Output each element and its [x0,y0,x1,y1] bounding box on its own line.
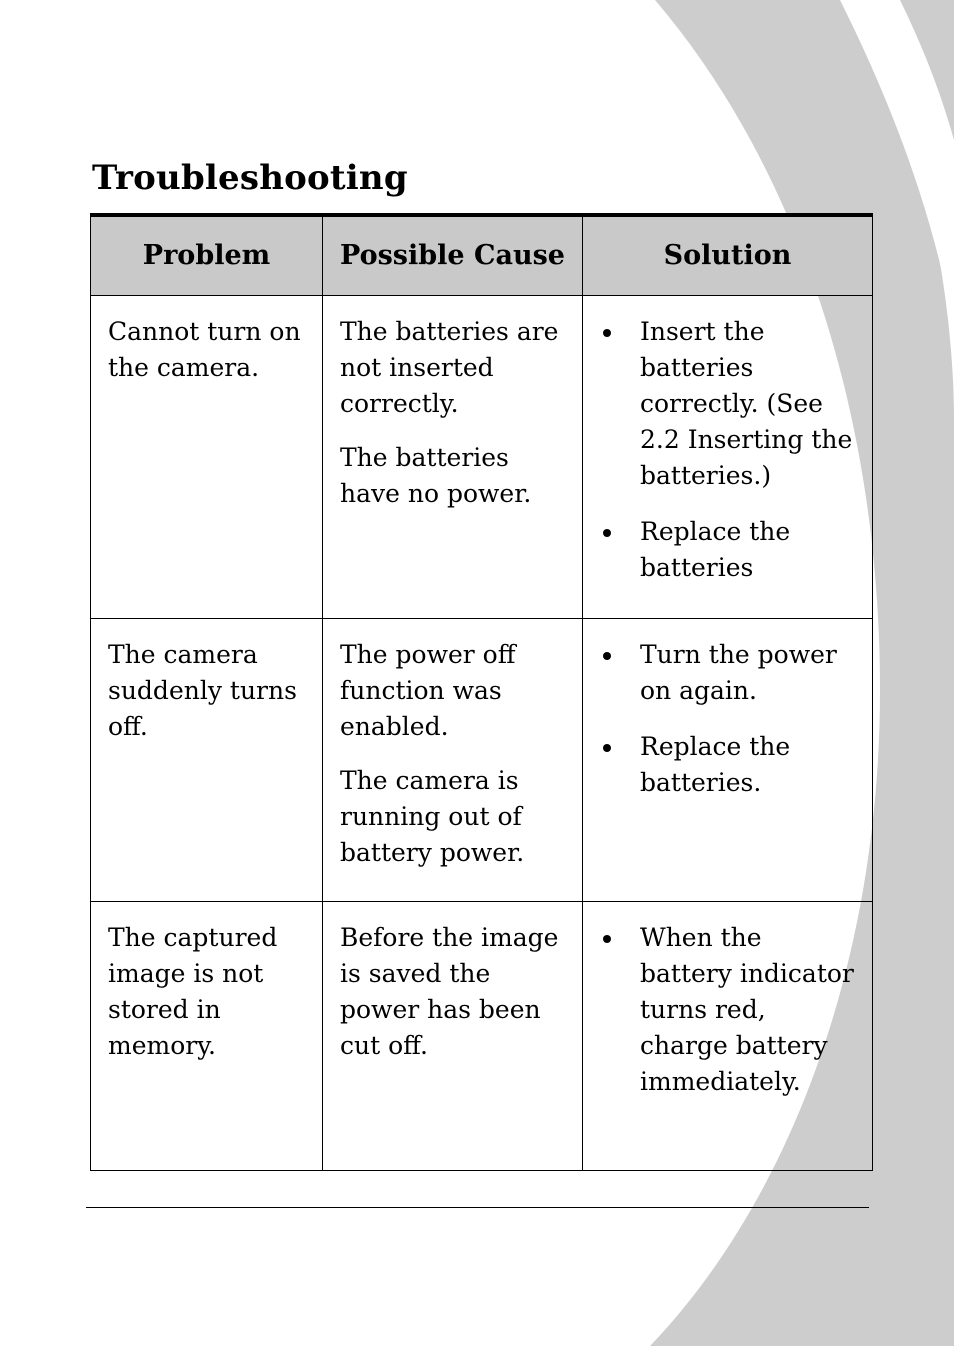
table-row [91,619,873,902]
solution-item: Turn the power on again. [600,637,860,709]
problem-text: The captured image is not stored in memory. [108,923,278,1060]
solution-cell [583,902,873,1171]
cause-text: The batteries are not inserted correctly. [340,317,559,418]
cause-cell [323,902,583,1171]
solution-list [600,314,860,586]
header-solution: Solution [583,215,873,296]
header-problem: Problem [91,215,323,296]
problem-cell [91,902,323,1171]
footer-divider [86,1207,869,1208]
problem-cell [91,619,323,902]
solution-list [600,920,860,1100]
solution-item: Replace the batteries [600,514,860,586]
cause-text: The camera is running out of battery power. [340,766,525,867]
page-title: Troubleshooting [92,158,408,198]
header-possible-cause: Possible Cause [323,215,583,296]
problem-text: Cannot turn on the camera. [108,317,301,382]
cause-text: The batteries have no power. [340,443,532,508]
solution-item: Insert the batteries correctly. (See 2.2 Inserting the batteries.) [600,314,860,494]
solution-list [600,637,860,801]
solution-item: Replace the batteries. [600,729,860,801]
table-header-row [91,215,873,296]
table-row [91,296,873,619]
solution-item: When the battery indicator turns red, charge battery immediately. [600,920,860,1100]
cause-cell [323,296,583,619]
troubleshooting-table [90,213,873,1171]
solution-cell [583,619,873,902]
table-row [91,902,873,1171]
solution-cell [583,296,873,619]
cause-text: Before the image is saved the power has been cut off. [340,923,559,1060]
cause-text: The power off function was enabled. [340,640,516,741]
problem-cell [91,296,323,619]
cause-cell [323,619,583,902]
problem-text: The camera suddenly turns off. [108,640,297,741]
